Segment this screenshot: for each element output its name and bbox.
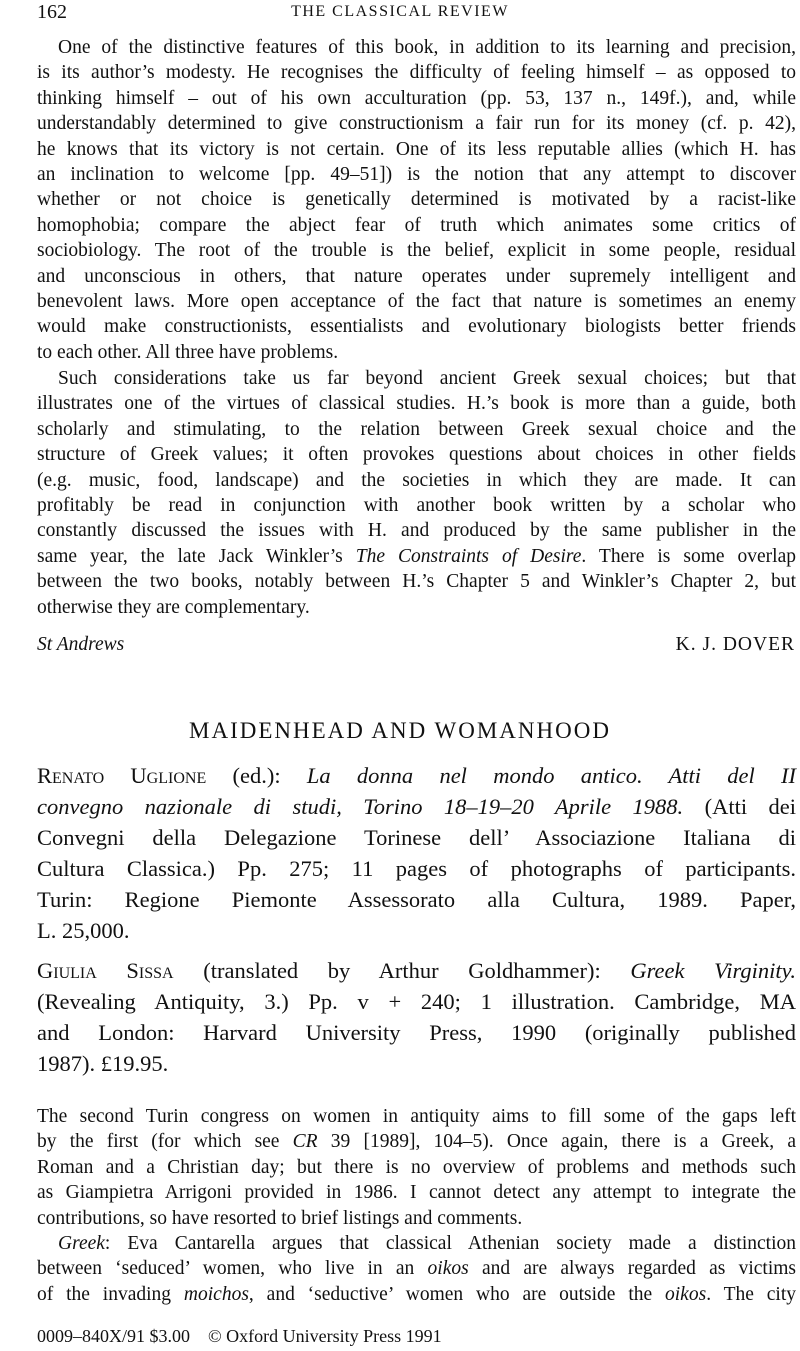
- paragraph-turin-congress: [37, 1104, 796, 1231]
- text-segment: . The city: [706, 1283, 797, 1305]
- italic-text: oikos: [427, 1258, 469, 1280]
- text-line: [37, 137, 796, 162]
- text-segment: 1987). £19.95.: [37, 1051, 169, 1076]
- bibliography-entry-sissa: [37, 955, 796, 1079]
- text-line: [37, 853, 796, 884]
- text-segment: (ed.):: [206, 763, 307, 788]
- italic-text: Greek: [58, 1233, 105, 1254]
- text-line: [37, 340, 796, 365]
- text-segment: illustrates one of the virtues of classical studies. H.’s book is more than a guide, both: [37, 393, 796, 415]
- text-line: [37, 111, 796, 136]
- text-segment: Turin: Regione Piemonte Assessorato alla Cultura, 1989. Paper,: [37, 887, 796, 912]
- section-title: MAIDENHEAD AND WOMANHOOD: [189, 718, 611, 743]
- text-line: [37, 760, 796, 791]
- text-line: [37, 822, 796, 853]
- text-segment: of the invading: [37, 1283, 184, 1305]
- text-line: [37, 187, 796, 212]
- text-segment: he knows that its victory is not certain. One of its less reputable allies (which H. has: [37, 138, 796, 160]
- text-segment: benevolent laws. More open acceptance of the fact that nature is sometimes an enemy: [37, 291, 796, 313]
- text-segment: The second Turin congress on women in antiquity aims to fill some of the gaps left: [37, 1106, 796, 1127]
- text-segment: (Revealing Antiquity, 3.) Pp. v + 240; 1 illustration. Cambridge, MA: [37, 989, 796, 1014]
- paragraph-greek: [37, 1231, 796, 1307]
- text-segment: (e.g. music, food, landscape) and the societies in which they are made. It can: [37, 469, 796, 491]
- text-segment: . There is some overlap: [581, 545, 796, 567]
- signature-author: K. J. DOVER: [675, 634, 795, 655]
- text-line: [37, 391, 796, 416]
- text-line: [37, 1017, 796, 1048]
- text-line: [37, 544, 796, 569]
- paragraph-considerations: [37, 366, 796, 620]
- text-segment: Cultura Classica.) Pp. 275; 11 pages of photographs of participants.: [37, 856, 796, 881]
- text-line: [37, 1206, 796, 1231]
- text-segment: scholarly and stimulating, to the relation between Greek sexual choice and the: [37, 418, 796, 440]
- text-segment: same year, the late Jack Winkler’s: [37, 545, 356, 567]
- italic-text: Greek Virginity.: [630, 958, 796, 983]
- italic-text: convegno nazionale di studi, Torino 18–19–20 Aprile 1988.: [37, 794, 684, 819]
- running-head: THE CLASSICAL REVIEW: [291, 3, 509, 20]
- text-segment: 39 [1989], 104–5). Once again, there is a Greek, a: [317, 1131, 796, 1153]
- text-line: [37, 264, 796, 289]
- text-line: [37, 366, 796, 391]
- text-line: [37, 238, 796, 263]
- text-segment: between the two books, notably between H.’s Chapter 5 and Winkler’s Chapter 2, but: [37, 571, 796, 593]
- footer: [37, 1325, 442, 1347]
- italic-text: moichos: [183, 1283, 249, 1305]
- paragraph-modesty: [37, 35, 796, 365]
- text-segment: contributions, so have resorted to brief listings and comments.: [37, 1207, 523, 1229]
- text-segment: Roman and a Christian day; but there is no overview of problems and methods such: [37, 1156, 796, 1178]
- text-segment: and are always regarded as victims: [468, 1258, 797, 1280]
- italic-text: The Constraints of Desire: [355, 545, 582, 567]
- text-segment: sociobiology. The root of the trouble is the belief, explicit in some people, residual: [37, 240, 796, 262]
- text-segment: L. 25,000.: [37, 918, 130, 943]
- italic-text: La donna nel mondo antico. Atti del II: [306, 763, 796, 788]
- italic-text: CR: [292, 1131, 318, 1153]
- text-line: [37, 493, 796, 518]
- text-line: [37, 162, 796, 187]
- text-segment: thinking himself – out of his own acculturation (pp. 53, 137 n., 149f.), and, while: [37, 87, 796, 109]
- text-line: [37, 314, 796, 339]
- text-segment: is its author’s modesty. He recognises the difficulty of feeling himself – as opposed to: [37, 62, 796, 84]
- text-segment: would make constructionists, essentialists and evolutionary biologists better friends: [37, 316, 796, 338]
- text-segment: , and ‘seductive’ women who are outside the: [248, 1283, 666, 1305]
- text-line: [37, 986, 796, 1017]
- text-segment: whether or not choice is genetically determined is motivated by a racist-like: [37, 189, 796, 211]
- text-line: [37, 1256, 796, 1281]
- issn-price: 0009–840X/91 $3.00: [37, 1326, 190, 1346]
- text-segment: between ‘seduced’ women, who live in an: [37, 1258, 428, 1280]
- text-line: [37, 1231, 796, 1256]
- text-line: [37, 1180, 796, 1205]
- text-segment: an inclination to welcome [pp. 49–51]) is the notion that any attempt to discover: [37, 164, 796, 186]
- text-line: [37, 468, 796, 493]
- page-number: 162: [37, 1, 67, 23]
- text-segment: One of the distinctive features of this book, in addition to its learning and precision,: [58, 37, 796, 58]
- text-segment: and unconscious in others, that nature operates under supremely intelligent and: [37, 265, 796, 287]
- text-segment: constantly discussed the issues with H. and produced by the same publisher in the: [37, 520, 796, 542]
- text-line: [37, 1155, 796, 1180]
- text-segment: Convegni della Delegazione Torinese dell’ Associazione Italiana di: [37, 825, 796, 850]
- text-line: [37, 60, 796, 85]
- text-segment: (Atti dei: [683, 794, 796, 819]
- text-line: [37, 86, 796, 111]
- text-segment: homophobia; compare the abject fear of truth which animates some critics of: [37, 214, 796, 236]
- italic-text: oikos: [665, 1283, 707, 1305]
- signature-place: St Andrews: [37, 634, 125, 655]
- text-segment: understandably determined to give constructionism a fair run for its money (cf. p. 42),: [37, 113, 796, 135]
- text-line: [37, 1048, 796, 1079]
- text-line: [37, 417, 796, 442]
- text-line: [37, 1104, 796, 1129]
- text-line: [37, 442, 796, 467]
- bibliography-entry-uglione: [37, 760, 796, 946]
- text-line: [37, 791, 796, 822]
- text-segment: profitably be read in conjunction with another book written by a scholar who: [37, 495, 796, 517]
- text-segment: Such considerations take us far beyond ancient Greek sexual choices; but that: [58, 368, 796, 389]
- text-line: [37, 1129, 796, 1154]
- text-line: [37, 213, 796, 238]
- text-segment: structure of Greek values; it often provokes questions about choices in other fields: [37, 444, 796, 466]
- text-line: [37, 1282, 796, 1307]
- text-segment: and London: Harvard University Press, 1990 (originally published: [37, 1020, 796, 1045]
- text-segment: to each other. All three have problems.: [37, 341, 339, 363]
- text-line: [37, 35, 796, 60]
- text-line: [37, 884, 796, 915]
- text-line: [37, 595, 796, 620]
- text-line: [37, 569, 796, 594]
- text-line: [37, 955, 796, 986]
- text-segment: by the first (for which see: [37, 1131, 293, 1153]
- text-segment: (translated by Arthur Goldhammer):: [173, 958, 631, 983]
- author-name: Giulia Sissa: [37, 958, 174, 983]
- text-segment: as Giampietra Arrigoni provided in 1986. I cannot detect any attempt to integrate the: [37, 1182, 796, 1204]
- text-line: [37, 289, 796, 314]
- text-line: [37, 518, 796, 543]
- text-segment: otherwise they are complementary.: [37, 596, 310, 618]
- text-line: [37, 915, 796, 946]
- text-segment: : Eva Cantarella argues that classical Athenian society made a distinction: [104, 1233, 796, 1254]
- author-name: Renato Uglione: [37, 763, 207, 788]
- copyright: © Oxford University Press 1991: [208, 1326, 442, 1346]
